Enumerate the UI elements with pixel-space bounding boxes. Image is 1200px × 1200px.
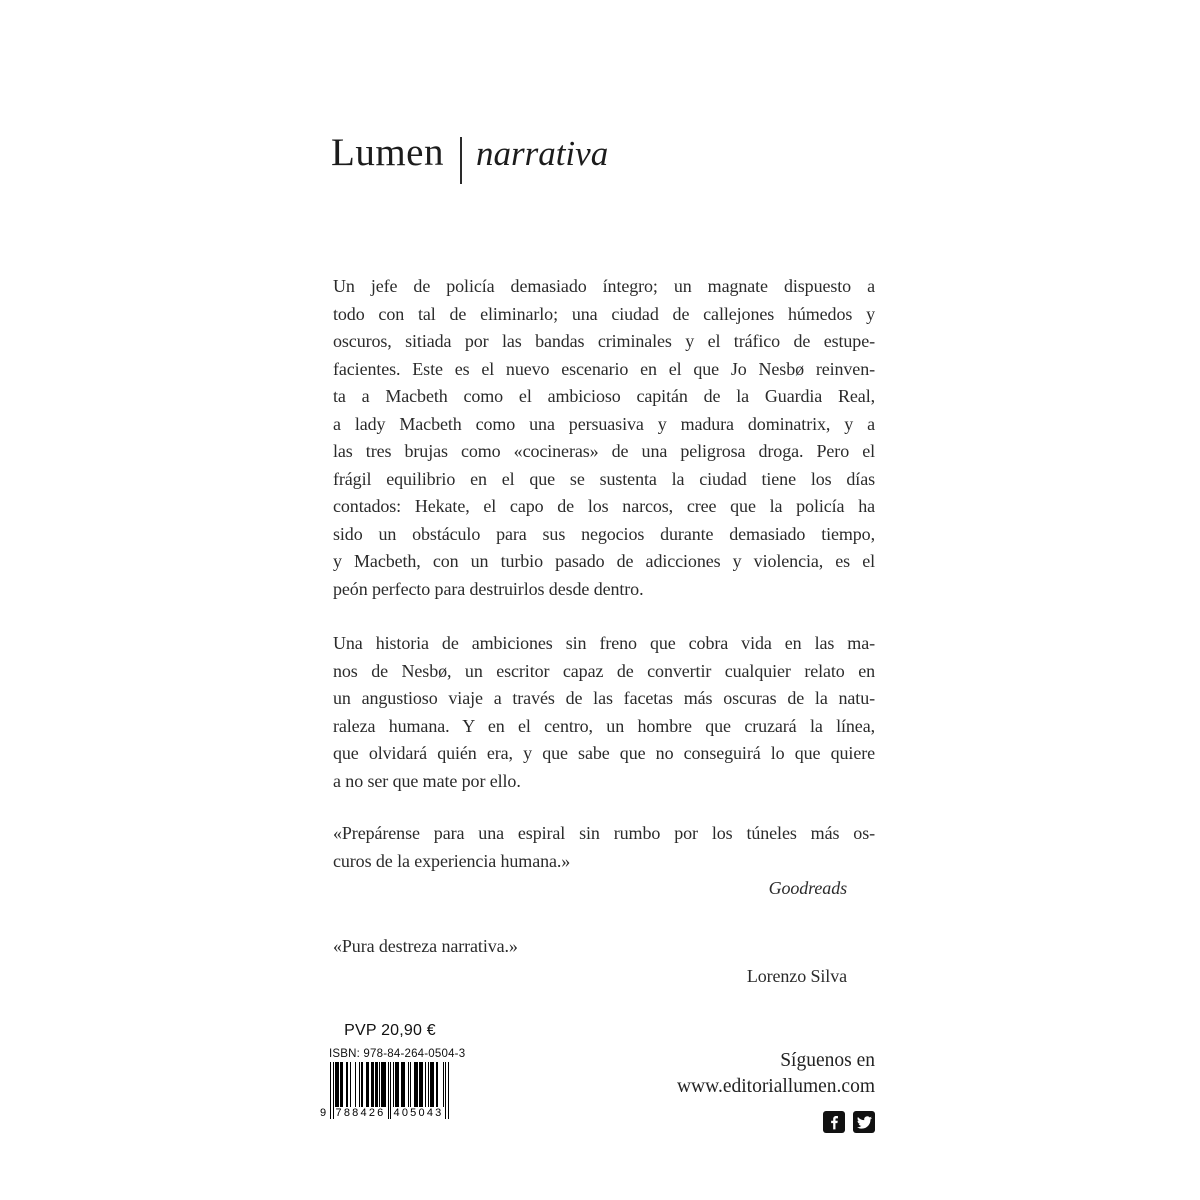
quote-text: «Prepárense para una espiral sin rumbo por los túneles más os- curos de la experiencia humana.» [333,823,875,871]
price-label: PVP 20,90 € [344,1022,436,1039]
barcode-digit-group-1: 788426 [335,1107,386,1119]
quote-text: «Pura destreza narrativa.» [333,936,518,956]
follow-text: Síguenos en [780,1050,875,1071]
quote-goodreads [333,820,875,903]
quote-lorenzo-silva [333,933,875,990]
logo-divider [460,137,462,184]
website-url: www.editoriallumen.com [676,1076,875,1097]
barcode [319,1062,449,1120]
social-icons [595,1111,875,1133]
social-block [595,1048,875,1133]
twitter-icon [853,1111,875,1133]
synopsis-paragraph-2: Una historia de ambiciones sin freno que cobra vida en las ma- nos de Nesbø, un escritor capaz de convertir cualquier relato en un angustioso viaje a través de las facetas más oscuras de la natu- raleza humana. Y en el centro, un hombre que cruzará la línea, que olvidará quién era, y que sabe que no conseguirá lo que quiere a no ser que mate por ello. [333,633,875,791]
synopsis-paragraph-1: Un jefe de policía demasiado íntegro; un magnate dispuesto a todo con tal de eliminarlo; una ciudad de callejones húmedos y oscuros, sitiada por las bandas criminales y el tráfico de estupe- facientes. Este es el nuevo escenario en el que Jo Nesbø reinven- ta a Macbeth como el ambicioso capitán de la Guardia Real, a lady Macbeth como una persuasiva y madura dominatrix, y a las tres brujas como «cocineras» de una peligrosa droga. Pero el frágil equilibrio en el que se sustenta la ciudad tiene los días contados: Hekate, el capo de los narcos, cree que la policía ha sido un obstáculo para sus negocios durante demasiado tiempo, y Macbeth, con un turbio pasado de adicciones y violencia, es el peón perfecto para destruirlos desde dentro. [333,276,875,599]
facebook-icon [823,1111,845,1133]
quote-attribution: Goodreads [768,878,847,898]
isbn-label: ISBN: 978-84-264-0504-3 [329,1048,466,1060]
quote-attribution: Lorenzo Silva [746,965,847,986]
collection-name: narrativa [475,134,609,173]
publisher-logo [331,130,608,177]
publisher-name: Lumen [331,131,444,174]
barcode-digit-group-2: 405043 [393,1107,444,1119]
barcode-digits [319,1107,449,1120]
barcode-digit-left: 9 [319,1107,327,1119]
